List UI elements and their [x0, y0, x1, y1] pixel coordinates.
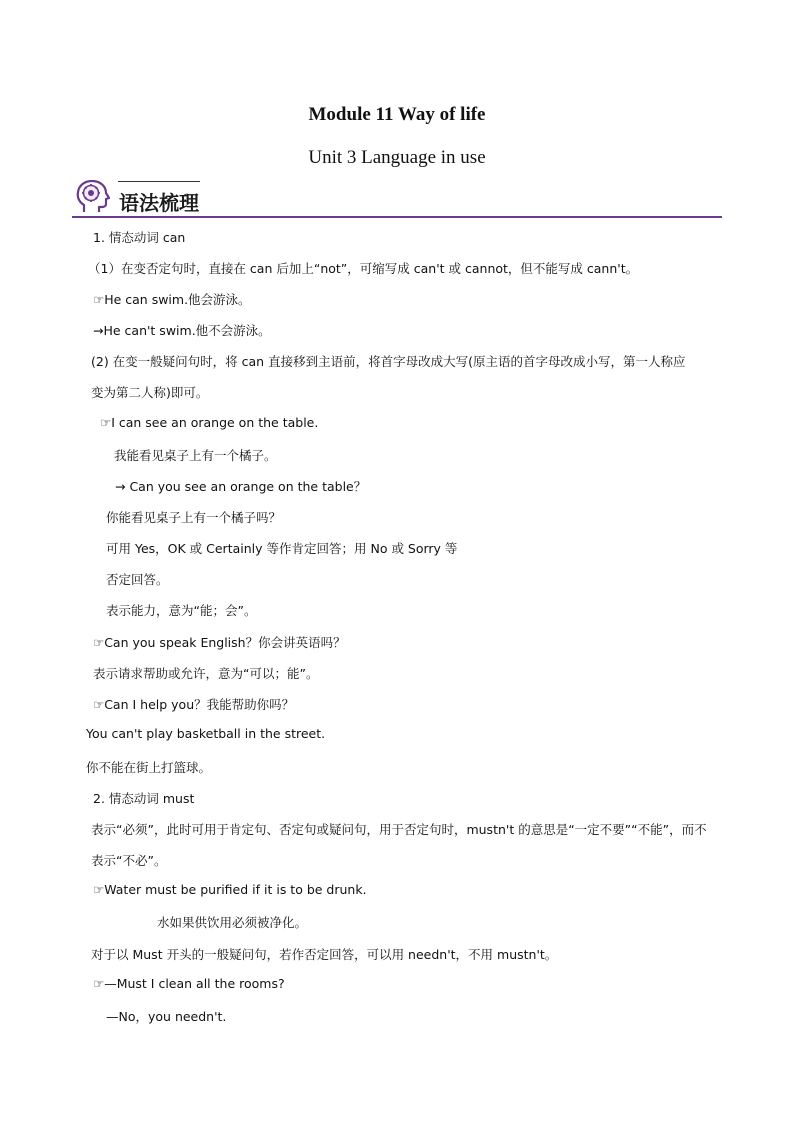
list-item: 可用 Yes，OK 或 Certainly 等作肯定回答；用 No 或 Sorry 等 [106, 541, 458, 556]
list-item: 表示能力，意为“能；会”。 [106, 603, 257, 618]
list-item: 水如果供饮用必须被净化。 [157, 915, 308, 930]
list-item: ☞Can you speak English？你会讲英语吗？ [93, 635, 346, 650]
list-item: →He can't swim.他不会游泳。 [93, 323, 271, 338]
document-subtitle: Unit 3 Language in use [308, 147, 486, 168]
list-item: 2. 情态动词 must [93, 791, 195, 806]
list-item: ☞Can I help you？我能帮助你吗？ [93, 697, 295, 712]
list-item: (2) 在变一般疑问句时，将 can 直接移到主语前，将首字母改成大写(原主语的首字母改成小写，第一人称应 [91, 354, 686, 369]
list-item: → Can you see an orange on the table？ [115, 479, 367, 494]
document-title: Module 11 Way of life [308, 104, 486, 125]
header-rule [72, 216, 722, 218]
list-item: 表示“不必”。 [91, 853, 167, 868]
list-item: （1）在变否定句时，直接在 can 后加上“not”，可缩写成 can't 或 cannot，但不能写成 cann't。 [88, 261, 639, 276]
list-item: —No，you needn't. [106, 1009, 227, 1024]
list-item: ☞I can see an orange on the table. [100, 415, 319, 430]
header-overline [118, 181, 200, 182]
list-item: 你不能在街上打篮球。 [86, 760, 212, 775]
list-item: 否定回答。 [106, 572, 169, 587]
head-gear-icon [74, 178, 112, 216]
list-item: ☞He can swim.他会游泳。 [93, 292, 251, 307]
list-item: 表示“必须”，此时可用于肯定句、否定句或疑问句，用于否定句时，mustn't 的意思是“一定不要”“不能”，而不 [91, 822, 707, 837]
list-item: 变为第二人称)即可。 [91, 385, 209, 400]
list-item: 你能看见桌子上有一个橘子吗？ [106, 510, 282, 525]
list-item: 1. 情态动词 can [93, 230, 186, 245]
list-item: 我能看见桌子上有一个橘子。 [114, 448, 277, 463]
list-item: You can't play basketball in the street. [86, 726, 326, 741]
list-item: ☞Water must be purified if it is to be drunk. [93, 882, 367, 897]
section-header-label: 语法梳理 [119, 191, 199, 215]
list-item: 表示请求帮助或允许，意为“可以；能”。 [93, 666, 319, 681]
list-item: ☞—Must I clean all the rooms? [93, 976, 285, 991]
list-item: 对于以 Must 开头的一般疑问句，若作否定回答，可以用 needn't，不用 mustn't。 [91, 947, 558, 962]
